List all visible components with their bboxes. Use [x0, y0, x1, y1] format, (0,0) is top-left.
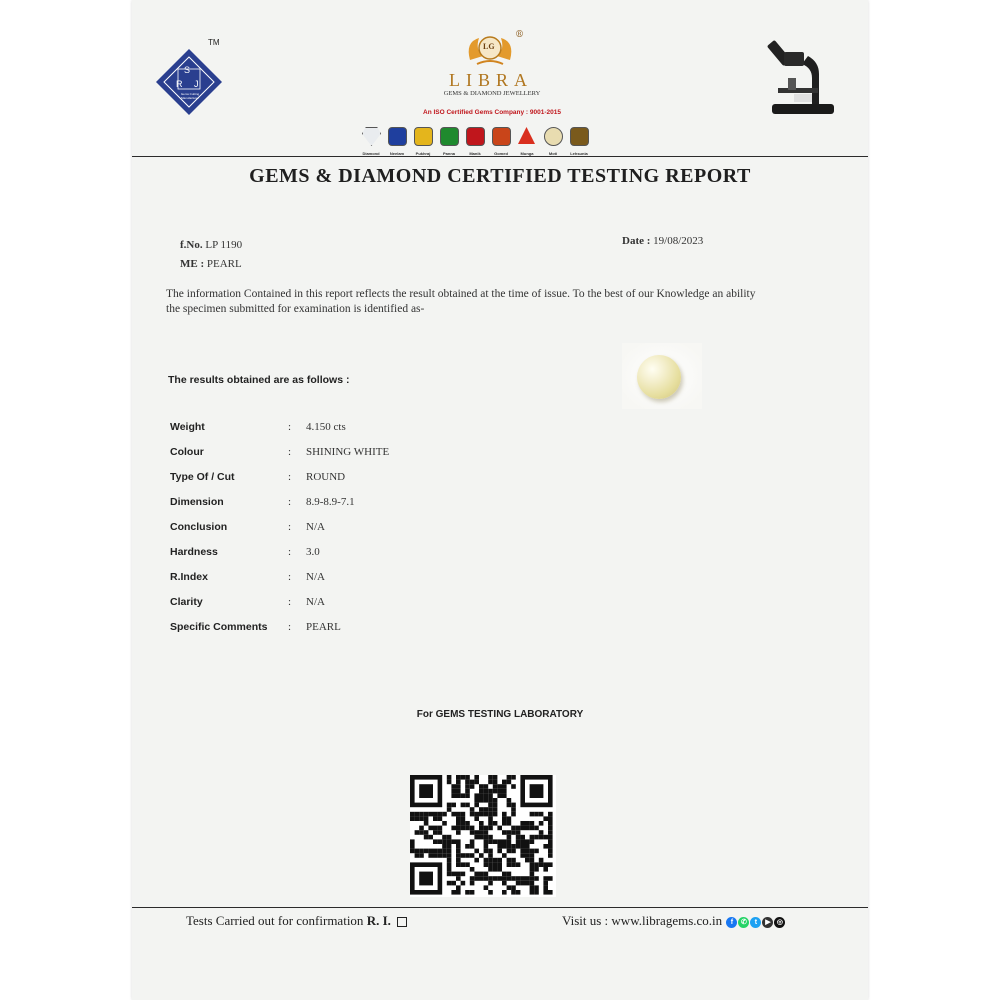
result-separator: : [288, 596, 292, 608]
date-value: 19/08/2023 [653, 235, 704, 247]
gem-label: Munga [520, 151, 534, 156]
gem-label: Gomed [494, 151, 508, 156]
result-separator: : [288, 621, 292, 633]
footer-divider [132, 907, 868, 908]
twitter-icon[interactable]: t [750, 917, 761, 928]
result-value: 8.9-8.9-7.1 [306, 496, 355, 508]
visit-text[interactable]: Visit us : www.libragems.co.in [562, 913, 723, 928]
footer-website [562, 913, 785, 929]
gem-munga-icon [518, 127, 535, 144]
gem-name [180, 258, 242, 270]
libra-registered-mark: ® [515, 30, 524, 40]
gem-name-label: ME : [180, 258, 205, 270]
reference-value: LP 1190 [205, 239, 243, 251]
report-date [622, 235, 703, 247]
reference-label: f.No. [180, 239, 203, 251]
report-title: GEMS & DIAMOND CERTIFIED TESTING REPORT [249, 165, 751, 187]
srj-logo [154, 47, 224, 117]
gem-lehsunia-icon [570, 127, 589, 146]
lab-signature: For GEMS TESTING LABORATORY [416, 709, 584, 720]
result-separator: : [288, 546, 292, 558]
header-divider [132, 156, 868, 157]
gem-neelam-icon [388, 127, 407, 146]
result-label: Dimension [170, 496, 224, 508]
gem-label: Panna [442, 151, 455, 156]
result-label: Weight [170, 421, 205, 433]
ri-checkbox [397, 917, 407, 927]
facebook-icon[interactable]: f [726, 917, 737, 928]
gem-label: Diamond [362, 151, 380, 156]
results-heading: The results obtained are as follows : [168, 374, 350, 386]
intro-paragraph: The information Contained in this report reflects the result obtained at the time of issue. To the best of our Knowledge an ability the specimen submitted for examination is identified as- [166, 288, 756, 315]
result-separator: : [288, 571, 292, 583]
instagram-icon[interactable]: ◎ [774, 917, 785, 928]
gem-label: Manik [469, 151, 481, 156]
iso-certification-line: An ISO Certified Gems Company : 9001-2015 [423, 109, 561, 116]
srj-diamond-icon [154, 47, 224, 117]
gem-label: Moti [548, 151, 558, 156]
gem-label: Pukhraj [415, 151, 431, 156]
result-separator: : [288, 421, 292, 433]
srj-letter-r: R [176, 79, 183, 89]
result-value: ROUND [306, 471, 346, 483]
footer-tests-note [186, 913, 407, 929]
result-label: R.Index [170, 571, 208, 583]
youtube-icon[interactable]: ▶ [762, 917, 773, 928]
result-separator: : [288, 496, 292, 508]
gem-diamond-icon [362, 127, 381, 146]
result-separator: : [288, 446, 292, 458]
result-value: N/A [306, 521, 325, 533]
pearl-specimen-photo [622, 343, 702, 409]
result-value: 4.150 cts [306, 421, 346, 433]
gem-name-value: PEARL [206, 258, 242, 270]
result-label: Type Of / Cut [170, 471, 235, 483]
result-label: Hardness [170, 546, 218, 558]
result-label: Clarity [170, 596, 203, 608]
microscope-icon [764, 34, 844, 124]
srj-letter-s: S [184, 65, 191, 75]
srj-letter-j: J [194, 79, 199, 89]
result-value: SHINING WHITE [306, 446, 390, 458]
gem-label: Neelam [389, 151, 405, 156]
pearl-image [637, 355, 681, 399]
result-separator: : [288, 521, 292, 533]
result-value: N/A [306, 596, 325, 608]
result-label: Conclusion [170, 521, 228, 533]
result-value: 3.0 [306, 546, 320, 558]
result-value: PEARL [306, 621, 341, 633]
libra-brand-name: LIBRA [449, 70, 533, 90]
reference-number [180, 239, 242, 251]
qr-code [410, 775, 556, 897]
ri-label: R. I. [366, 913, 391, 928]
whatsapp-icon[interactable]: ✆ [738, 917, 749, 928]
gem-manik-icon [466, 127, 485, 146]
result-value: N/A [306, 571, 325, 583]
result-separator: : [288, 471, 292, 483]
libra-subtitle: GEMS & DIAMOND JEWELLERY [443, 90, 541, 97]
libra-crest-icon [465, 30, 515, 70]
result-label: Colour [170, 446, 204, 458]
gem-label: Lehsunia [570, 151, 588, 156]
gem-gomed-icon [492, 127, 511, 146]
gem-panna-icon [440, 127, 459, 146]
date-label: Date : [622, 235, 651, 247]
gem-pukhraj-icon [414, 127, 433, 146]
gem-moti-icon [544, 127, 563, 146]
certificate-sheet [132, 0, 868, 1000]
srj-caption: Gems Cutting Manufacturer [180, 92, 200, 100]
libra-monogram: LG [483, 42, 495, 51]
result-label: Specific Comments [170, 621, 268, 633]
social-icons [725, 913, 785, 928]
tests-text: Tests Carried out for confirmation [186, 913, 364, 928]
srj-trademark: TM [208, 38, 220, 47]
